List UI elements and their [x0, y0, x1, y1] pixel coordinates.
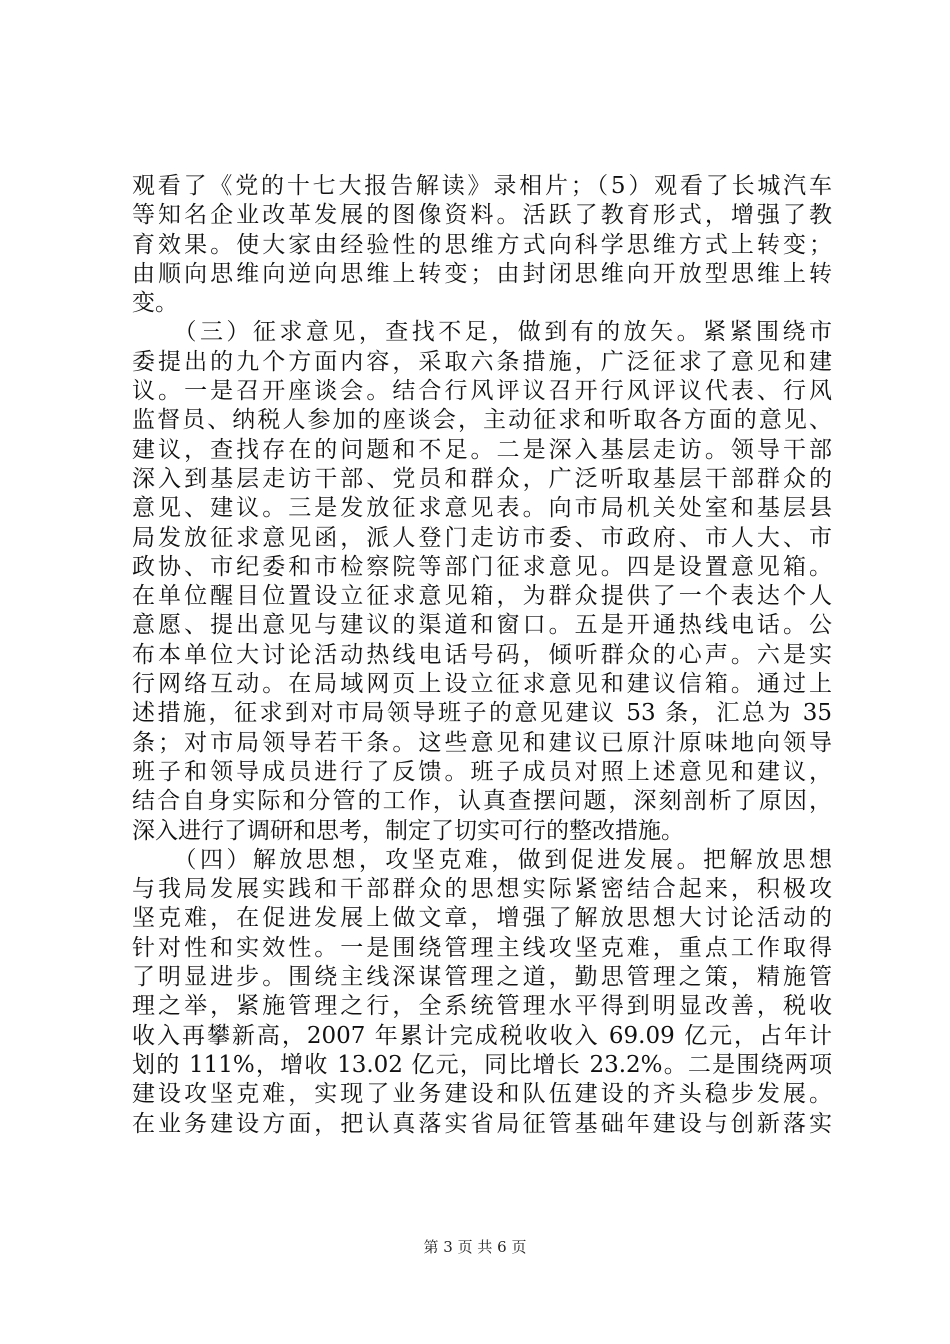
text-line: 深入到基层走访干部、党员和群众，广泛听取基层干部群众的 [132, 465, 832, 492]
text-line: 行网络互动。在局域网页上设立征求意见和建议信箱。通过上 [132, 671, 832, 698]
text-line: 变。 [132, 290, 178, 317]
text-line: （三）征求意见，查找不足，做到有的放矢。紧紧围绕市 [132, 319, 832, 346]
text-line: 委提出的九个方面内容，采取六条措施，广泛征求了意见和建 [132, 348, 832, 375]
text-line: 了明显进步。围绕主线深谋管理之道，勤思管理之策，精施管 [132, 964, 832, 991]
text-line: 意愿、提出意见与建议的渠道和窗口。五是开通热线电话。公 [132, 612, 832, 639]
text-line: 局发放征求意见函，派人登门走访市委、市政府、市人大、市 [132, 524, 832, 551]
text-line: 坚克难，在促进发展上做文章，增强了解放思想大讨论活动的 [132, 905, 832, 932]
text-line: 建设攻坚克难，实现了业务建设和队伍建设的齐头稳步发展。 [132, 1081, 832, 1108]
text-line: 等知名企业改革发展的图像资料。活跃了教育形式，增强了教 [132, 202, 832, 229]
text-line: 政协、市纪委和市检察院等部门征求意见。四是设置意见箱。 [132, 553, 832, 580]
body-text [132, 172, 832, 1139]
text-line: 条；对市局领导若干条。这些意见和建议已原汁原味地向领导 [132, 729, 832, 756]
text-line: （四）解放思想，攻坚克难，做到促进发展。把解放思想 [132, 846, 832, 873]
text-line: 在业务建设方面，把认真落实省局征管基础年建设与创新落实 [132, 1110, 832, 1137]
text-line: 述措施，征求到对市局领导班子的意见建议 53 条，汇总为 35 [132, 700, 832, 727]
text-line: 观看了《党的十七大报告解读》录相片；（5）观看了长城汽车 [132, 173, 832, 199]
text-line: 结合自身实际和分管的工作，认真查摆问题，深刻剖析了原因， [132, 788, 832, 815]
text-line: 议。一是召开座谈会。结合行风评议召开行风评议代表、行风 [132, 378, 832, 405]
text-line: 布本单位大讨论活动热线电话号码，倾听群众的心声。六是实 [132, 641, 832, 668]
text-line: 监督员、纳税人参加的座谈会，主动征求和听取各方面的意见、 [132, 407, 832, 434]
text-line: 在单位醒目位置设立征求意见箱，为群众提供了一个表达个人 [132, 583, 832, 610]
text-line: 意见、建议。三是发放征求意见表。向市局机关处室和基层县 [132, 495, 832, 522]
text-line: 与我局发展实践和干部群众的思想实际紧密结合起来，积极攻 [132, 876, 832, 903]
text-line: 育效果。使大家由经验性的思维方式向科学思维方式上转变； [132, 231, 832, 258]
text-line: 由顺向思维向逆向思维上转变；由封闭思维向开放型思维上转 [132, 260, 832, 287]
text-line: 收入再攀新高，2007 年累计完成税收收入 69.09 亿元，占年计 [132, 1022, 832, 1049]
text-line: 针对性和实效性。一是围绕管理主线攻坚克难，重点工作取得 [132, 934, 832, 961]
text-line: 建议，查找存在的问题和不足。二是深入基层走访。领导干部 [132, 436, 832, 463]
text-line: 班子和领导成员进行了反馈。班子成员对照上述意见和建议， [132, 758, 832, 785]
page-footer: 第 3 页 共 6 页 [423, 1238, 527, 1256]
text-line: 深入进行了调研和思考，制定了切实可行的整改措施。 [132, 817, 684, 844]
text-line: 理之举，紧施管理之行，全系统管理水平得到明显改善，税收 [132, 993, 832, 1020]
text-line: 划的 111%，增收 13.02 亿元，同比增长 23.2%。二是围绕两项 [132, 1051, 832, 1078]
